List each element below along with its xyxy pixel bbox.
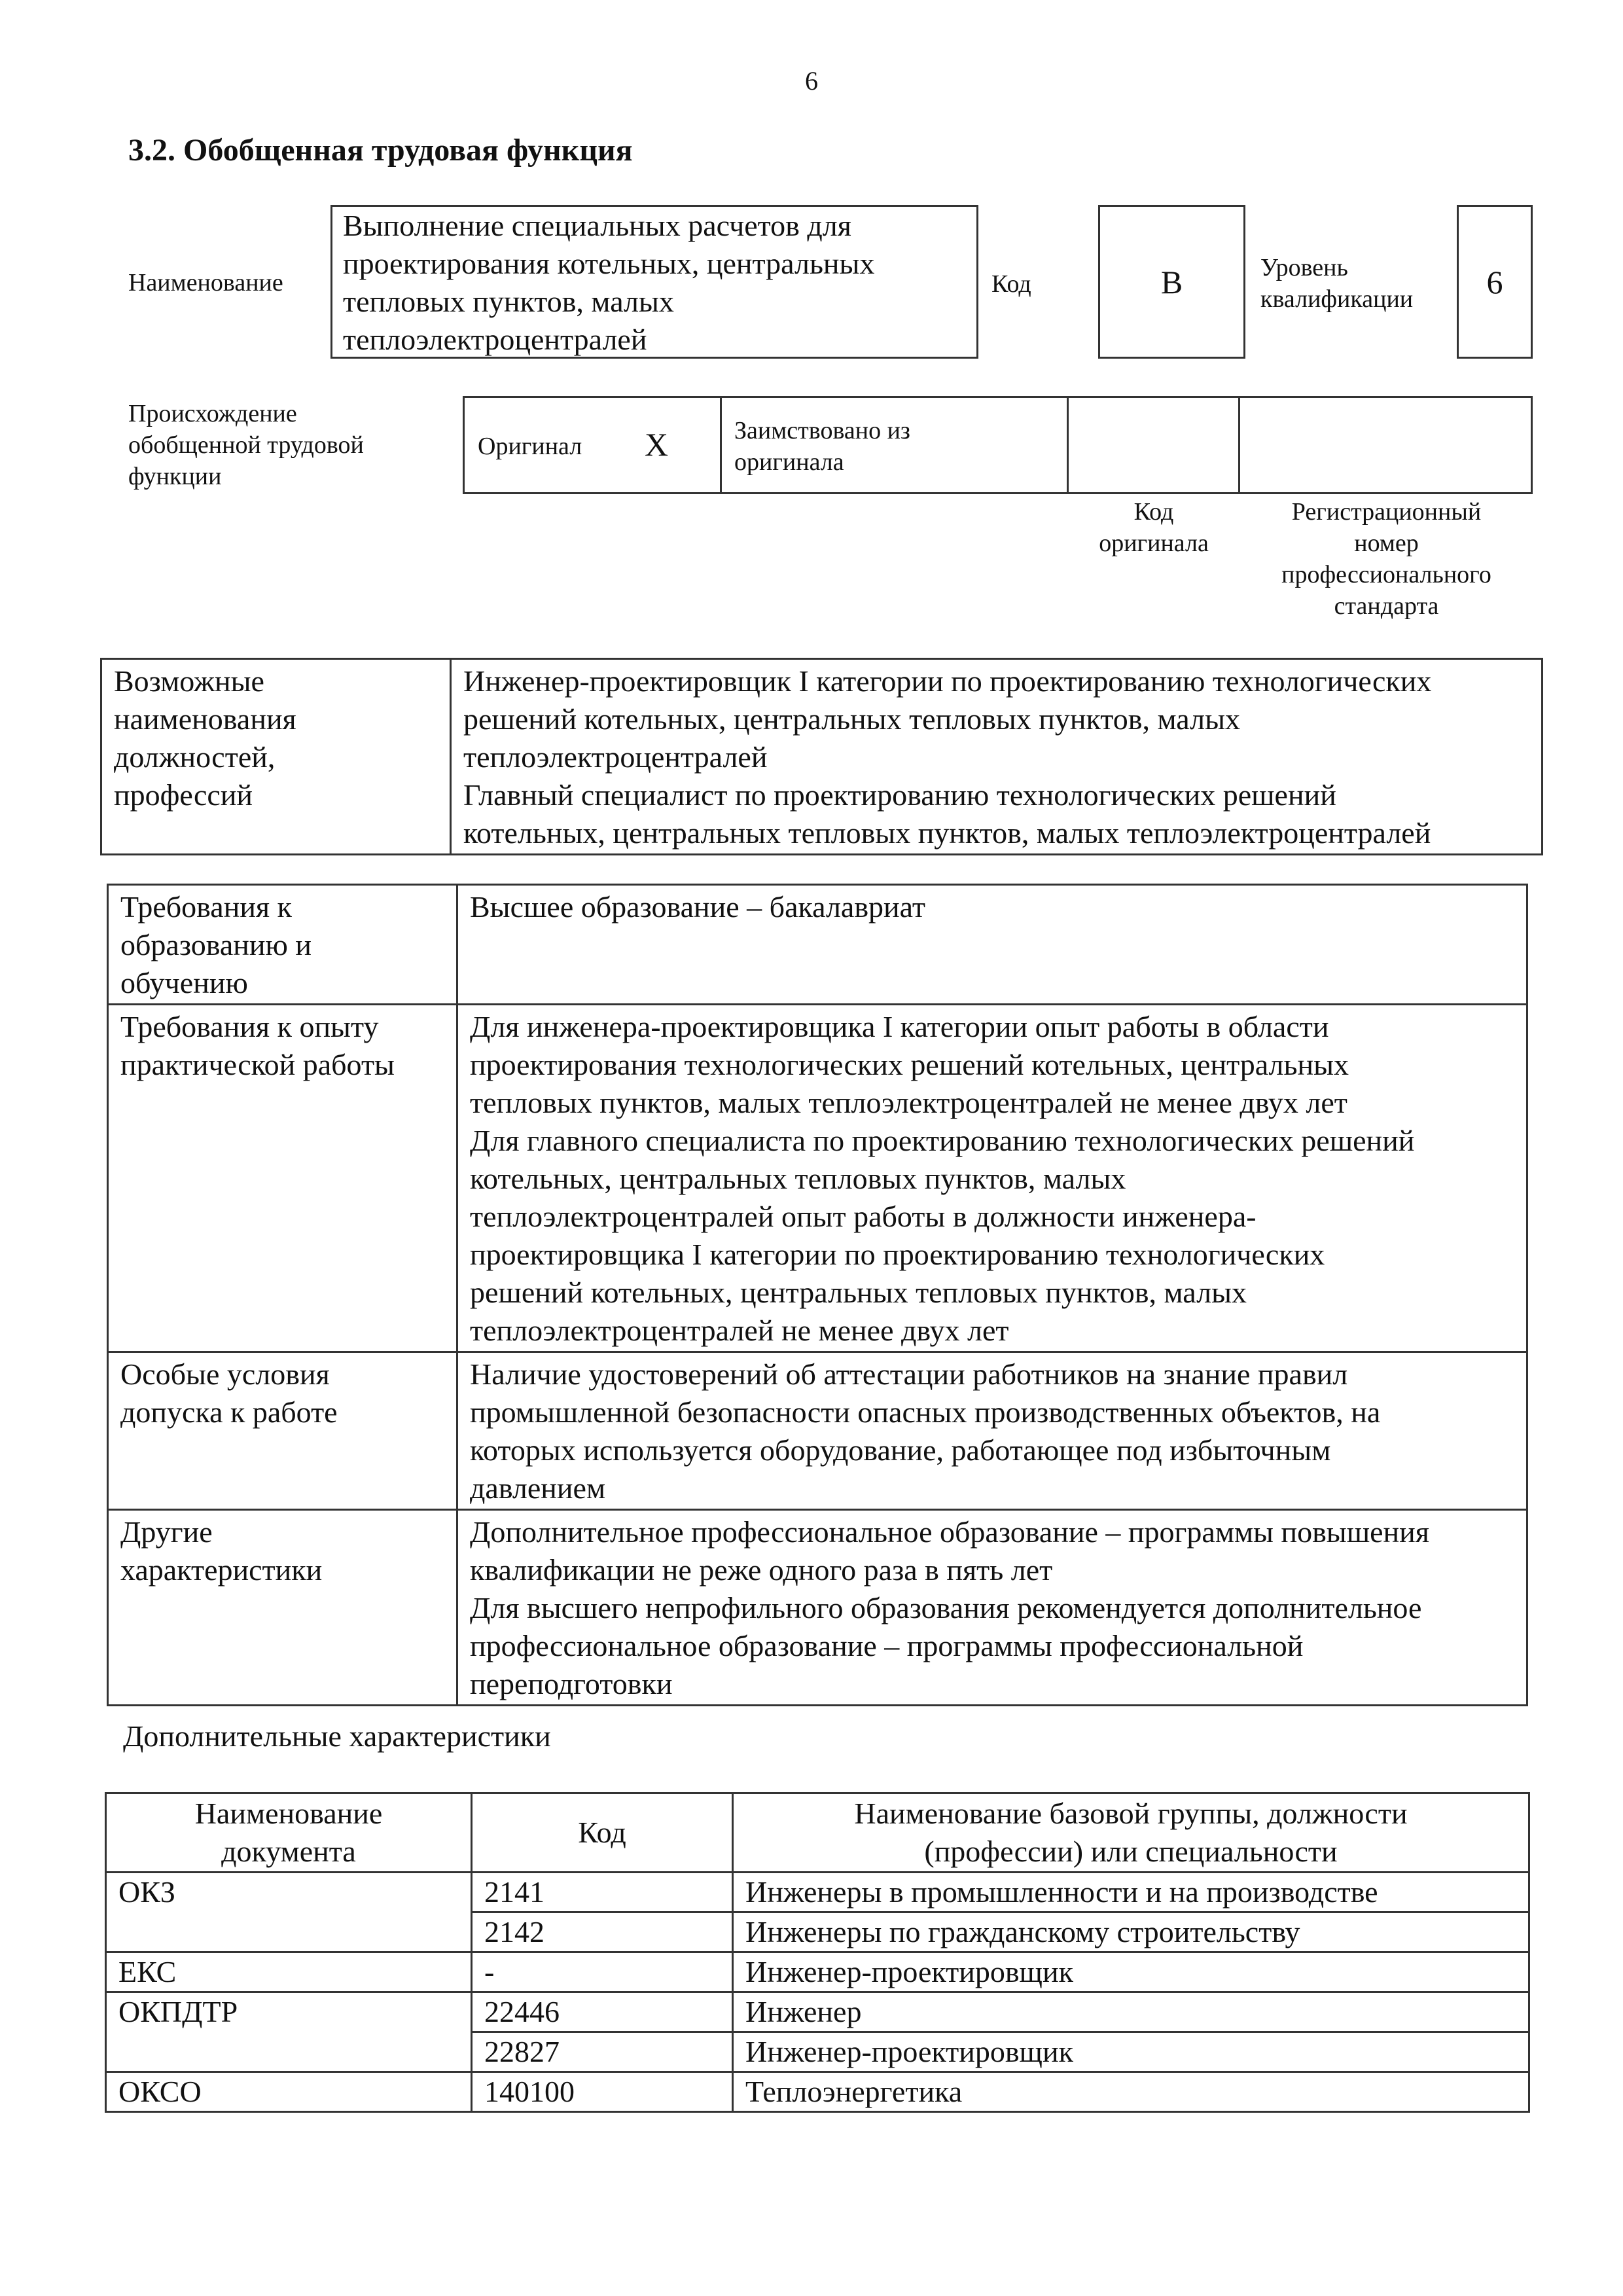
doc-cell: ЕКС	[106, 1952, 472, 1992]
table-row	[106, 2032, 1529, 2072]
name-value-line: теплоэлектроцентралей	[343, 323, 647, 356]
requirements-value-line: Дополнительное профессиональное образование – программы повышения	[470, 1515, 1429, 1549]
name-cell: Инженер	[733, 1992, 1529, 2032]
table-row	[106, 1992, 1529, 2032]
origin-label-line: обобщенной трудовой	[128, 431, 364, 459]
name-value-line: проектирования котельных, центральных	[343, 247, 875, 280]
requirements-value-cell	[457, 1005, 1527, 1352]
requirements-value-cell	[457, 1352, 1527, 1510]
name-cell: Инженер-проектировщик	[733, 2032, 1529, 2072]
requirements-label-line: допуска к работе	[120, 1395, 338, 1429]
doc-cell	[106, 2032, 472, 2072]
positions-label-line: должностей,	[114, 740, 276, 774]
level-value: 6	[1486, 263, 1503, 300]
code-label: Код	[991, 270, 1031, 298]
requirements-label-line: Особые условия	[120, 1357, 330, 1391]
origin-table	[463, 396, 1533, 494]
doc-cell	[106, 1912, 472, 1952]
code-cell: 2141	[472, 1873, 733, 1912]
name-cell: Инженеры в промышленности и на производстве	[733, 1873, 1529, 1912]
reg-number-caption-line: номер	[1354, 529, 1419, 557]
additional-table	[105, 1792, 1530, 2113]
positions-row	[101, 659, 1543, 855]
code-original-caption-line: Код	[1133, 498, 1174, 526]
positions-table	[100, 658, 1543, 855]
header-doc	[106, 1793, 472, 1873]
table-row	[106, 1912, 1529, 1952]
original-mark: X	[645, 426, 669, 463]
requirements-value-line: Наличие удостоверений об аттестации работников на знание правил	[470, 1357, 1348, 1391]
reg-number-caption-line: стандарта	[1334, 592, 1439, 620]
positions-value-line: решений котельных, центральных тепловых пунктов, малых	[463, 702, 1240, 736]
requirements-value-line: теплоэлектроцентралей опыт работы в должности инженера-	[470, 1200, 1257, 1233]
requirements-value-line: переподготовки	[470, 1667, 673, 1700]
table-row	[106, 1873, 1529, 1912]
name-value-box	[330, 205, 978, 359]
positions-value-line: котельных, центральных тепловых пунктов, малых теплоэлектроцентралей	[463, 816, 1431, 850]
requirements-value-line: Для главного специалиста по проектированию технологических решений	[470, 1124, 1415, 1157]
code-cell: 2142	[472, 1912, 733, 1952]
requirements-value-line: Для высшего непрофильного образования рекомендуется дополнительное	[470, 1591, 1422, 1624]
level-value-box	[1457, 205, 1533, 359]
reg-number-caption-line: Регистрационный	[1291, 498, 1482, 526]
requirements-label-cell	[108, 885, 457, 1005]
name-label: Наименование	[128, 269, 283, 296]
positions-value-line: Инженер-проектировщик I категории по проектированию технологических	[463, 664, 1432, 698]
additional-title: Дополнительные характеристики	[123, 1719, 551, 1753]
header-name	[733, 1793, 1529, 1873]
table-row	[106, 1952, 1529, 1992]
header-name-line: (профессии) или специальности	[924, 1835, 1338, 1868]
header-doc-line: документа	[221, 1835, 356, 1868]
requirements-value-line: решений котельных, центральных тепловых пунктов, малых	[470, 1276, 1247, 1309]
requirements-value-line: тепловых пунктов, малых теплоэлектроцентралей не менее двух лет	[470, 1086, 1347, 1119]
doc-cell: ОКСО	[106, 2072, 472, 2112]
doc-cell: ОКПДТР	[106, 1992, 472, 2032]
requirements-value-line: давлением	[470, 1471, 606, 1505]
positions-label-cell	[101, 659, 451, 855]
borrowed-label-line: Заимствовано из	[734, 417, 910, 444]
original-label: Оригинал	[478, 433, 582, 460]
level-label-line: квалификации	[1260, 285, 1414, 313]
requirements-table	[107, 884, 1528, 1706]
requirements-label-line: образованию и	[120, 928, 312, 961]
requirements-row	[108, 885, 1527, 1005]
code-cell: -	[472, 1952, 733, 1992]
requirements-value-line: теплоэлектроцентралей не менее двух лет	[470, 1314, 1009, 1347]
requirements-row	[108, 1005, 1527, 1352]
code-original-caption-line: оригинала	[1099, 529, 1209, 557]
reg-number-caption	[1240, 496, 1533, 622]
requirements-label-cell	[108, 1005, 457, 1352]
level-label	[1260, 252, 1413, 315]
origin-label-line: функции	[128, 463, 222, 490]
requirements-label-line: обучению	[120, 966, 248, 999]
name-cell: Инженер-проектировщик	[733, 1952, 1529, 1992]
page-number: 6	[805, 66, 818, 96]
requirements-label-line: Другие	[120, 1515, 213, 1549]
requirements-value-line: Высшее образование – бакалавриат	[470, 890, 925, 924]
borrowed-label	[734, 415, 910, 478]
requirements-label-cell	[108, 1352, 457, 1510]
section-title: 3.2. Обобщенная трудовая функция	[128, 133, 633, 168]
requirements-value-line: профессиональное образование – программы профессиональной	[470, 1629, 1304, 1662]
requirements-value-line: котельных, центральных тепловых пунктов, малых	[470, 1162, 1126, 1195]
positions-value-cell	[451, 659, 1543, 855]
header-name-line: Наименование базовой группы, должности	[854, 1797, 1408, 1830]
reg-number-caption-line: профессионального	[1281, 561, 1491, 588]
name-cell: Теплоэнергетика	[733, 2072, 1529, 2112]
requirements-value-line: которых используется оборудование, работающее под избыточным	[470, 1433, 1331, 1467]
doc-cell: ОКЗ	[106, 1873, 472, 1912]
code-cell: 22446	[472, 1992, 733, 2032]
additional-header-row	[106, 1793, 1529, 1873]
positions-value-line: теплоэлектроцентралей	[463, 740, 768, 774]
requirements-value-line: проектирования технологических решений котельных, центральных	[470, 1048, 1349, 1081]
requirements-label-line: характеристики	[120, 1553, 323, 1587]
requirements-row	[108, 1510, 1527, 1706]
requirements-value-line: Для инженера-проектировщика I категории опыт работы в области	[470, 1010, 1329, 1043]
positions-label-line: Возможные	[114, 664, 264, 698]
requirements-value-line: квалификации не реже одного раза в пять лет	[470, 1553, 1053, 1587]
requirements-row	[108, 1352, 1527, 1510]
header-code: Код	[472, 1793, 733, 1873]
table-row	[106, 2072, 1529, 2112]
positions-value-line: Главный специалист по проектированию технологических решений	[463, 778, 1336, 812]
positions-label-line: наименования	[114, 702, 296, 736]
borrowed-label-line: оригинала	[734, 448, 844, 476]
requirements-label-cell	[108, 1510, 457, 1706]
name-value-line: тепловых пунктов, малых	[343, 285, 674, 318]
level-label-line: Уровень	[1260, 254, 1348, 281]
code-original-caption	[1069, 496, 1239, 559]
requirements-value-line: проектировщика I категории по проектированию технологических	[470, 1238, 1325, 1271]
origin-label	[128, 398, 364, 492]
header-doc-line: Наименование	[194, 1797, 383, 1830]
origin-label-line: Происхождение	[128, 400, 297, 427]
requirements-label-line: практической работы	[120, 1048, 395, 1081]
name-value-line: Выполнение специальных расчетов для	[343, 209, 851, 242]
code-cell: 22827	[472, 2032, 733, 2072]
code-value: B	[1160, 263, 1183, 300]
requirements-label-line: Требования к	[120, 890, 292, 924]
requirements-value-line: промышленной безопасности опасных производственных объектов, на	[470, 1395, 1381, 1429]
requirements-label-line: Требования к опыту	[120, 1010, 379, 1043]
requirements-value-cell	[457, 1510, 1527, 1706]
name-cell: Инженеры по гражданскому строительству	[733, 1912, 1529, 1952]
requirements-value-cell	[457, 885, 1527, 1005]
code-value-box	[1098, 205, 1245, 359]
code-cell: 140100	[472, 2072, 733, 2112]
positions-label-line: профессий	[114, 778, 253, 812]
